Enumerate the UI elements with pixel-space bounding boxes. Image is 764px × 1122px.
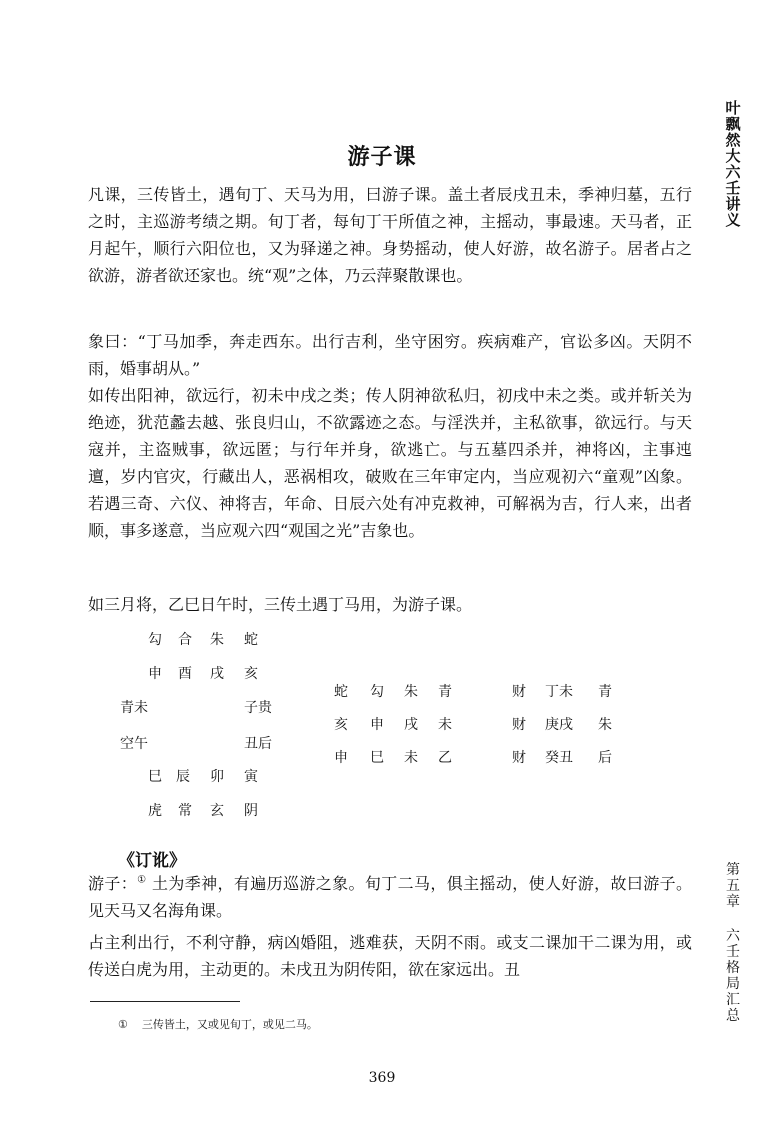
running-head-chapter: 第五章	[726, 862, 740, 910]
lesson-cell: 朱	[404, 684, 418, 700]
paragraph-example: 如三月将，乙巳日午时，三传土遇丁马用，为游子课。	[88, 595, 473, 614]
plate-cell: 巳	[148, 769, 162, 785]
lesson-cell: 未	[404, 750, 418, 766]
paragraph-xiang: 象曰：“丁马加季，奔走西东。出行吉利，坐守困穷。疾病难产，官讼多凶。天阴不雨，婚事胡从。”	[88, 332, 692, 378]
paragraph-intro: 凡课，三传皆土，遇旬丁、天马为用，曰游子课。盖土者辰戌丑未，季神归墓，五行之时，主巡游考绩之期。旬丁者，每旬丁干所值之神，主摇动，事最速。天马者，正月起午，顺行六阳位也，又为驿递之神。身势摇动，使人好游，故名游子。居者占之欲游，游者欲还家也。统“观”之体，乃云萍聚散课也。	[88, 185, 692, 285]
plate-cell: 合	[178, 632, 192, 648]
plate-cell: 亥	[244, 666, 258, 682]
footnote-ref[interactable]: ①	[137, 874, 147, 886]
lesson-cell: 未	[438, 717, 452, 733]
plate-cell: 丑后	[244, 736, 272, 752]
plate-cell: 辰	[176, 769, 190, 785]
lesson-cell: 巳	[370, 750, 384, 766]
page-number: 369	[368, 1070, 396, 1086]
plate-cell: 空午	[120, 736, 148, 752]
transmission-cell: 财	[512, 717, 526, 733]
transmission-cell: 癸丑	[545, 750, 573, 766]
transmission-cell: 财	[512, 684, 526, 700]
plate-cell: 青未	[120, 700, 148, 716]
plate-cell: 申	[148, 666, 162, 682]
correction-text: 土为季神，有遍历巡游之象。旬丁二马，俱主摇动，使人好游，故曰游子。见天马又名海角课。	[88, 874, 692, 920]
transmission-cell: 庚戌	[545, 717, 573, 733]
plate-cell: 朱	[210, 632, 224, 648]
running-head-section: 六壬格局汇总	[726, 928, 740, 1024]
paragraph-explanation: 如传出阳神，欲远行，初未中戌之类；传人阴神欲私归，初戌中未之类。或并斩关为绝迹，犹范蠡去越、张良归山，不欲露迹之态。与淫泆并，主私欲事，欲远行。与天寇并，主盗贼事，欲远匿；与行年并身，欲逃亡。与五墓四杀并，神将凶，主事迍邅，岁内官灾，行藏出人，恶祸相攻，破败在三年审定内，当应观初六“童观”凶象。若遇三奇、六仪、神将吉，年命、日辰六处有冲克救神，可解祸为吉，行人来，出者顺，事多遂意，当应观六四“观国之光”吉象也。	[88, 386, 692, 540]
plate-cell: 蛇	[244, 632, 258, 648]
lesson-cell: 蛇	[334, 684, 348, 700]
footnote-text: 三传皆土，又或见旬丁，或见二马。	[141, 1018, 318, 1031]
plate-cell: 勾	[148, 632, 162, 648]
transmission-cell: 财	[512, 750, 526, 766]
plate-cell: 虎	[148, 803, 162, 819]
correction-lead: 游子：	[88, 874, 138, 893]
running-head-book-title: 叶飘然大六壬讲义	[725, 99, 741, 229]
plate-cell: 子贵	[244, 700, 272, 716]
lesson-cell: 申	[334, 750, 348, 766]
paragraph-correction	[88, 870, 692, 924]
plate-cell: 卯	[210, 769, 224, 785]
plate-cell: 阴	[244, 803, 258, 819]
section-heading: 《订讹》	[118, 851, 186, 871]
footnote-divider	[90, 1001, 240, 1002]
page-title: 游子课	[347, 145, 417, 170]
paragraph-divination: 占主利出行，不利守静，病凶婚阻，逃难获，天阴不雨。或支二课加干二课为用，或传送白虎为用，主动更的。未戌丑为阴传阳，欲在家远出。丑	[88, 933, 692, 979]
plate-cell: 戌	[210, 666, 224, 682]
lesson-cell: 乙	[438, 750, 452, 766]
footnote-mark: ①	[118, 1018, 128, 1031]
lesson-cell: 申	[370, 717, 384, 733]
plate-cell: 寅	[244, 769, 258, 785]
footnote	[118, 1018, 318, 1032]
plate-cell: 玄	[210, 803, 224, 819]
transmission-cell: 青	[598, 684, 612, 700]
lesson-cell: 亥	[334, 717, 348, 733]
plate-cell: 酉	[178, 666, 192, 682]
transmission-cell: 朱	[598, 717, 612, 733]
transmission-cell: 后	[598, 750, 612, 766]
lesson-cell: 勾	[370, 684, 384, 700]
plate-cell: 常	[178, 803, 192, 819]
lesson-cell: 戌	[404, 717, 418, 733]
transmission-cell: 丁未	[545, 684, 573, 700]
lesson-cell: 青	[438, 684, 452, 700]
